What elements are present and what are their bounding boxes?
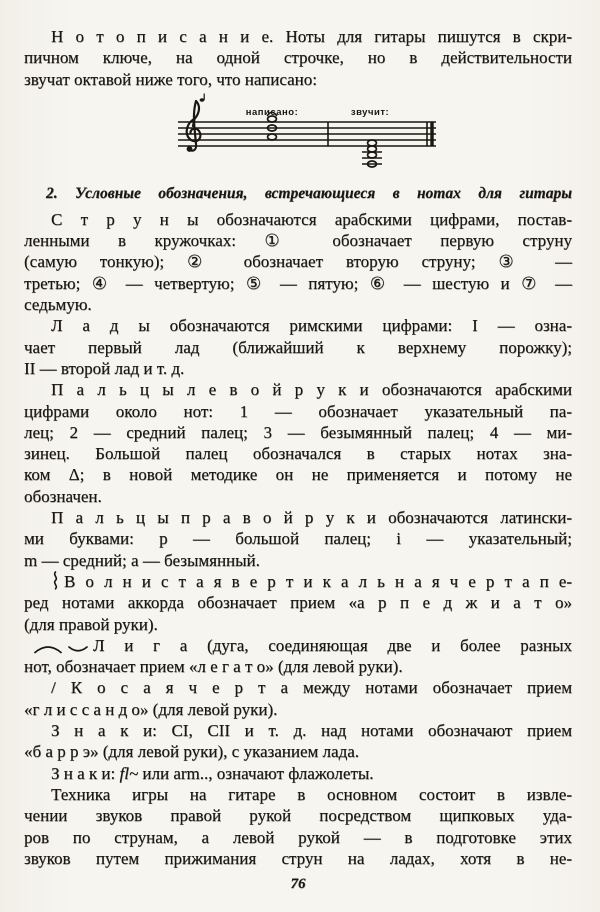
text-line: II — второй лад и т. д. (24, 358, 185, 378)
text-block (24, 26, 572, 893)
sounding-chord (362, 140, 382, 167)
text-segment: Л и г а (дуга, соединяющая две и более разных (93, 635, 572, 655)
text-line: ми буквами: p — большой палец; i — указательный; (24, 529, 572, 549)
treble-clef-icon (187, 101, 201, 152)
text-line (24, 571, 572, 592)
text-line: Н о т о п и с а н и е. Ноты для гитары пишутся в скри- (51, 27, 572, 46)
text-line (24, 635, 572, 656)
text-line: чает первый лад (ближайший к верхнему порожку); (24, 337, 572, 357)
text-line: пичном ключе, на одной строчке, но в действительности (24, 48, 572, 68)
slur-over-icon (33, 644, 63, 654)
text-line: лец; 2 — средний палец; 3 — безымянный палец; 4 — ми- (24, 422, 572, 442)
written-label: написано: (245, 106, 299, 118)
fl-symbol: fl~ (119, 763, 139, 783)
text-line: седьмую. (24, 295, 92, 315)
music-figure (24, 92, 572, 182)
written-chord (268, 112, 277, 140)
text-line: (самую тонкую); ② обозначает вторую струну; ③ — (24, 252, 572, 272)
text-line: З н а к и: CI, CII и т. д. над нотами обозначают прием (51, 721, 572, 741)
text-line: зинец. Большой палец обозначался в старых нотах зна- (24, 444, 572, 464)
text-line (24, 763, 572, 784)
text-line: «б а р р э» (для левой руки), с указанием лада. (24, 742, 360, 762)
music-staff-notation (172, 92, 444, 178)
text-line: m — средний; a — безымянный. (24, 550, 260, 570)
text-line: звуков путем прижимания струн на ладах, хотя в не- (24, 848, 572, 868)
text-line: П а л ь ц ы л е в о й р у к и обозначаются арабскими (51, 380, 572, 400)
slur-under-icon (67, 645, 89, 654)
staff-lines (178, 122, 436, 146)
text-line: Техника игры на гитаре в основном состоит в извле- (51, 784, 572, 804)
text-line: П а л ь ц ы п р а в о й р у к и обозначаются латински- (51, 508, 572, 528)
text-segment: В о л н и с т а я в е р т и к а л ь н а я ч е р т а п е- (64, 571, 572, 591)
text-line: «г л и с с а н д о» (для левой руки). (24, 699, 278, 719)
section-heading: 2. Условные обозначения, встречающиеся в нотах для гитары (46, 184, 572, 202)
text-line: ред нотами аккорда обозначает прием «а р п е д ж и а т о» (24, 593, 572, 613)
page-number: 76 (290, 876, 306, 893)
text-line: звучат октавой ниже того, что написано: (24, 69, 317, 89)
text-line: / К о с а я ч е р т а между нотами обозначает прием (51, 678, 572, 698)
text-line: обозначен. (24, 486, 102, 506)
text-line: ров по струнам, а левой рукой — в подготовке этих (24, 827, 572, 847)
text-line: нот, обозначает прием «л е г а т о» (для левой руки). (24, 657, 403, 677)
harmonics-label: З н а к и: (51, 763, 116, 783)
text-line: чении звуков правой рукой посредством щипковых уда- (24, 806, 572, 826)
sounds-label: звучит: (350, 106, 390, 118)
text-line: цифрами около нот: 1 — обозначает указательный па- (24, 401, 572, 421)
text-line: ком Δ; в новой методике он не применяется и потому не (24, 465, 572, 485)
text-line: ленными в кружочках: ① обозначает первую струну (24, 231, 572, 251)
text-line: Л а д ы обозначаются римскими цифрами: I — озна- (51, 316, 572, 336)
text-line: (для правой руки). (24, 614, 158, 634)
text-line: С т р у н ы обозначаются арабскими цифрами, постав- (51, 209, 572, 229)
wavy-line-icon (51, 571, 60, 590)
small-note-icon (200, 93, 205, 101)
text-line: третью; ④ — четвертую; ⑤ — пятую; ⑥ — шестую и ⑦ — (24, 273, 572, 293)
harmonics-text: или arm.., означают флажолеты. (138, 763, 374, 783)
